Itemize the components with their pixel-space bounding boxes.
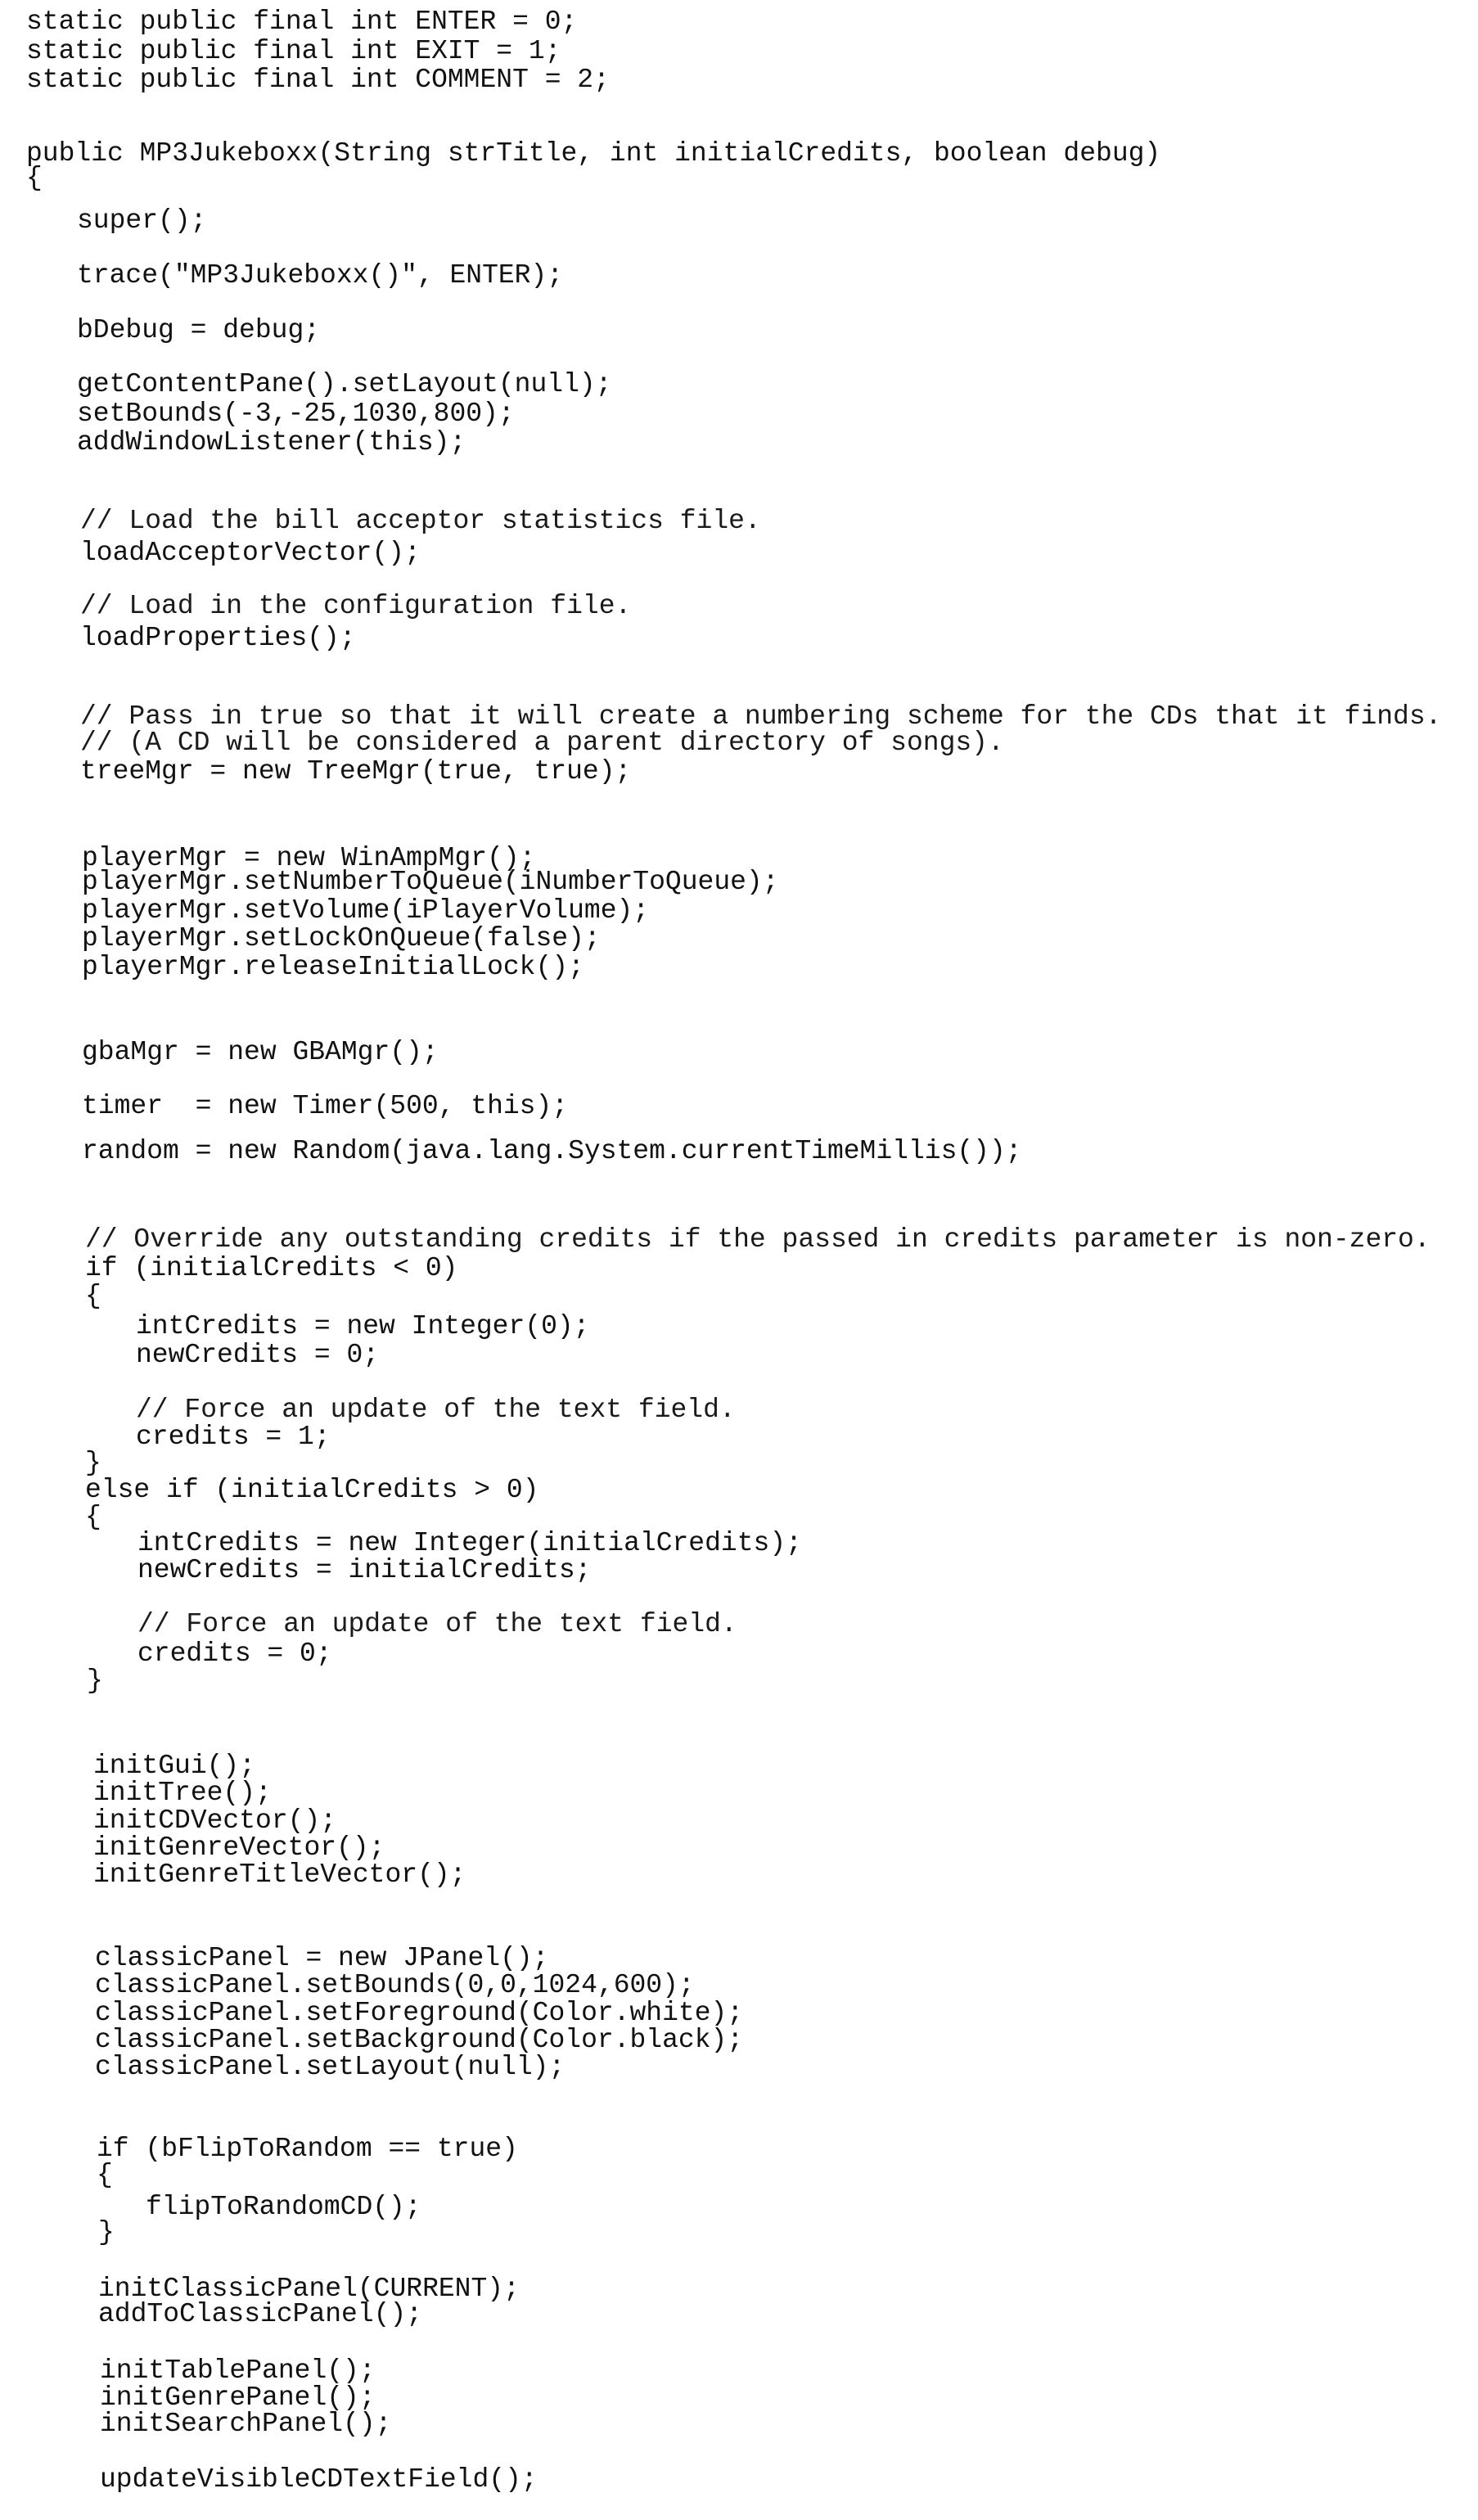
code-line: initGenrePanel(); bbox=[100, 2383, 376, 2413]
code-line: intCredits = new Integer(0); bbox=[136, 1311, 590, 1341]
code-line: trace("MP3Jukeboxx()", ENTER); bbox=[77, 260, 564, 291]
code-line: bDebug = debug; bbox=[77, 315, 321, 345]
code-brace-line: { bbox=[97, 2160, 113, 2190]
code-line: classicPanel = new JPanel(); bbox=[95, 1943, 549, 1973]
code-line: classicPanel.setBackground(Color.black); bbox=[95, 2025, 744, 2055]
code-line: addToClassicPanel(); bbox=[98, 2299, 423, 2329]
code-line: initGenreVector(); bbox=[93, 1833, 385, 1863]
code-line: initTree(); bbox=[93, 1778, 272, 1808]
code-line: credits = 0; bbox=[137, 1639, 332, 1669]
code-comment-line: // Override any outstanding credits if the passed in credits parameter is non-zero. bbox=[85, 1224, 1431, 1255]
code-line: static public final int COMMENT = 2; bbox=[26, 65, 610, 95]
code-line: initCDVector(); bbox=[93, 1805, 337, 1836]
code-brace-line: } bbox=[87, 1666, 103, 1696]
code-line: static public final int EXIT = 1; bbox=[26, 36, 561, 66]
code-brace-line: } bbox=[98, 2217, 115, 2247]
code-line: initClassicPanel(CURRENT); bbox=[98, 2274, 520, 2304]
code-comment-line: // Pass in true so that it will create a numbering scheme for the CDs that it finds. bbox=[80, 701, 1442, 732]
code-line: intCredits = new Integer(initialCredits); bbox=[137, 1528, 802, 1558]
code-line: newCredits = initialCredits; bbox=[137, 1555, 592, 1585]
code-line: random = new Random(java.lang.System.currentTimeMillis()); bbox=[82, 1136, 1022, 1166]
code-line: addWindowListener(this); bbox=[77, 427, 466, 458]
code-line: playerMgr.releaseInitialLock(); bbox=[82, 952, 584, 982]
code-line: public MP3Jukeboxx(String strTitle, int initialCredits, boolean debug) bbox=[26, 138, 1161, 169]
code-line: setBounds(-3,-25,1030,800); bbox=[77, 399, 515, 429]
code-line: playerMgr.setLockOnQueue(false); bbox=[82, 923, 601, 953]
code-line: flipToRandomCD(); bbox=[146, 2192, 421, 2222]
code-line: treeMgr = new TreeMgr(true, true); bbox=[80, 756, 632, 787]
code-line: playerMgr = new WinAmpMgr(); bbox=[82, 843, 536, 873]
code-brace-line: } bbox=[85, 1448, 101, 1478]
code-line: initGenreTitleVector(); bbox=[93, 1860, 466, 1890]
code-line: timer = new Timer(500, this); bbox=[82, 1091, 569, 1121]
code-line: else if (initialCredits > 0) bbox=[85, 1475, 539, 1505]
code-comment-line: // Load the bill acceptor statistics file. bbox=[80, 506, 761, 536]
code-line: classicPanel.setForeground(Color.white); bbox=[95, 1998, 744, 2028]
code-line: credits = 1; bbox=[136, 1422, 331, 1452]
code-line: static public final int ENTER = 0; bbox=[26, 7, 578, 37]
code-line: getContentPane().setLayout(null); bbox=[77, 369, 612, 399]
code-comment-line: // Force an update of the text field. bbox=[137, 1609, 737, 1639]
code-comment-line: // Force an update of the text field. bbox=[136, 1395, 736, 1425]
code-line: if (initialCredits < 0) bbox=[85, 1253, 458, 1283]
code-line: loadAcceptorVector(); bbox=[80, 538, 421, 568]
code-line: classicPanel.setBounds(0,0,1024,600); bbox=[95, 1970, 695, 2000]
code-comment-line: // (A CD will be considered a parent directory of songs). bbox=[80, 728, 1004, 758]
code-line: super(); bbox=[77, 205, 207, 236]
code-line: updateVisibleCDTextField(); bbox=[100, 2464, 538, 2495]
code-line: playerMgr.setVolume(iPlayerVolume); bbox=[82, 895, 650, 926]
code-line: classicPanel.setLayout(null); bbox=[95, 2052, 566, 2082]
code-line: if (bFlipToRandom == true) bbox=[97, 2134, 518, 2164]
code-line: initGui(); bbox=[93, 1751, 256, 1781]
code-comment-line: // Load in the configuration file. bbox=[80, 591, 632, 621]
code-line: loadProperties(); bbox=[80, 623, 356, 653]
code-line: playerMgr.setNumberToQueue(iNumberToQueue); bbox=[82, 867, 779, 897]
code-brace-line: { bbox=[85, 1502, 101, 1532]
code-line: newCredits = 0; bbox=[136, 1340, 380, 1370]
code-line: initSearchPanel(); bbox=[100, 2409, 392, 2439]
code-brace-line: { bbox=[85, 1281, 101, 1311]
code-line: gbaMgr = new GBAMgr(); bbox=[82, 1037, 439, 1067]
code-brace-line: { bbox=[26, 163, 43, 193]
code-line: initTablePanel(); bbox=[100, 2355, 376, 2386]
